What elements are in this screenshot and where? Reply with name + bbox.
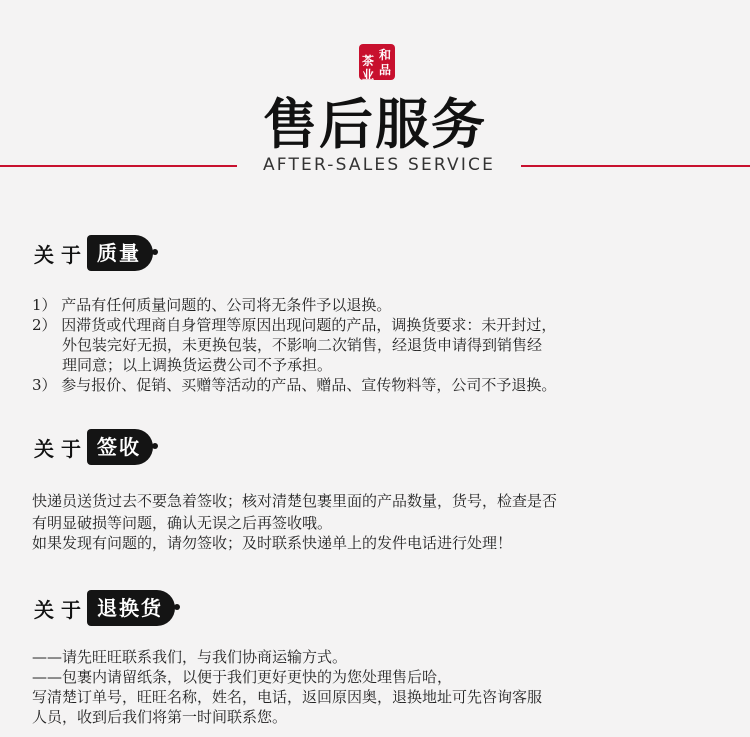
heading-prefix: 关 于 (34, 597, 81, 622)
quality-line-5: 3） 参与报价、促销、买赠等活动的产品、赠品、宣传物料等，公司不予退换。 (32, 376, 557, 394)
return-line-4: 人员，收到后我们将第一时间联系您。 (32, 708, 288, 726)
section-heading-return (34, 588, 175, 628)
divider-left (0, 165, 237, 167)
page-subtitle: AFTER-SALES SERVICE (262, 155, 496, 175)
section-heading-quality (34, 233, 153, 273)
section-heading-sign (34, 427, 153, 467)
return-line-1: ——请先旺旺联系我们，与我们协商运输方式。 (32, 648, 348, 666)
brand-seal-logo: 和 品 茶 业 (359, 44, 395, 80)
quality-line-4: 理同意；以上调换货运费公司不予承担。 (62, 356, 333, 374)
heading-label-quality: 质量 (87, 235, 153, 271)
quality-line-1: 1） 产品有任何质量问题的、公司将无条件予以退换。 (32, 296, 392, 314)
heading-prefix: 关 于 (34, 242, 81, 267)
heading-label-sign: 签收 (87, 429, 153, 465)
heading-label-return: 退换货 (87, 590, 175, 626)
sign-line-2: 有明显破损等问题，确认无误之后再签收哦。 (32, 514, 333, 532)
quality-line-3: 外包装完好无损，未更换包装，不影响二次销售，经退货申请得到销售经 (62, 336, 543, 354)
quality-line-2: 2） 因滞货或代理商自身管理等原因出现问题的产品，调换货要求：未开封过， (32, 316, 557, 334)
sign-line-1: 快递员送货过去不要急着签收；核对清楚包裹里面的产品数量，货号，检查是否 (32, 492, 558, 510)
heading-prefix: 关 于 (34, 436, 81, 461)
return-line-3: 写清楚订单号，旺旺名称，姓名，电话，返回原因奥，退换地址可先咨询客服 (32, 688, 543, 706)
sign-line-3: 如果发现有问题的，请勿签收；及时联系快递单上的发件电话进行处理！ (32, 534, 513, 552)
return-line-2: ——包裹内请留纸条，以便于我们更好更快的为您处理售后哈， (32, 668, 453, 686)
page-title: 售后服务 (263, 92, 487, 156)
divider-right (521, 165, 750, 167)
